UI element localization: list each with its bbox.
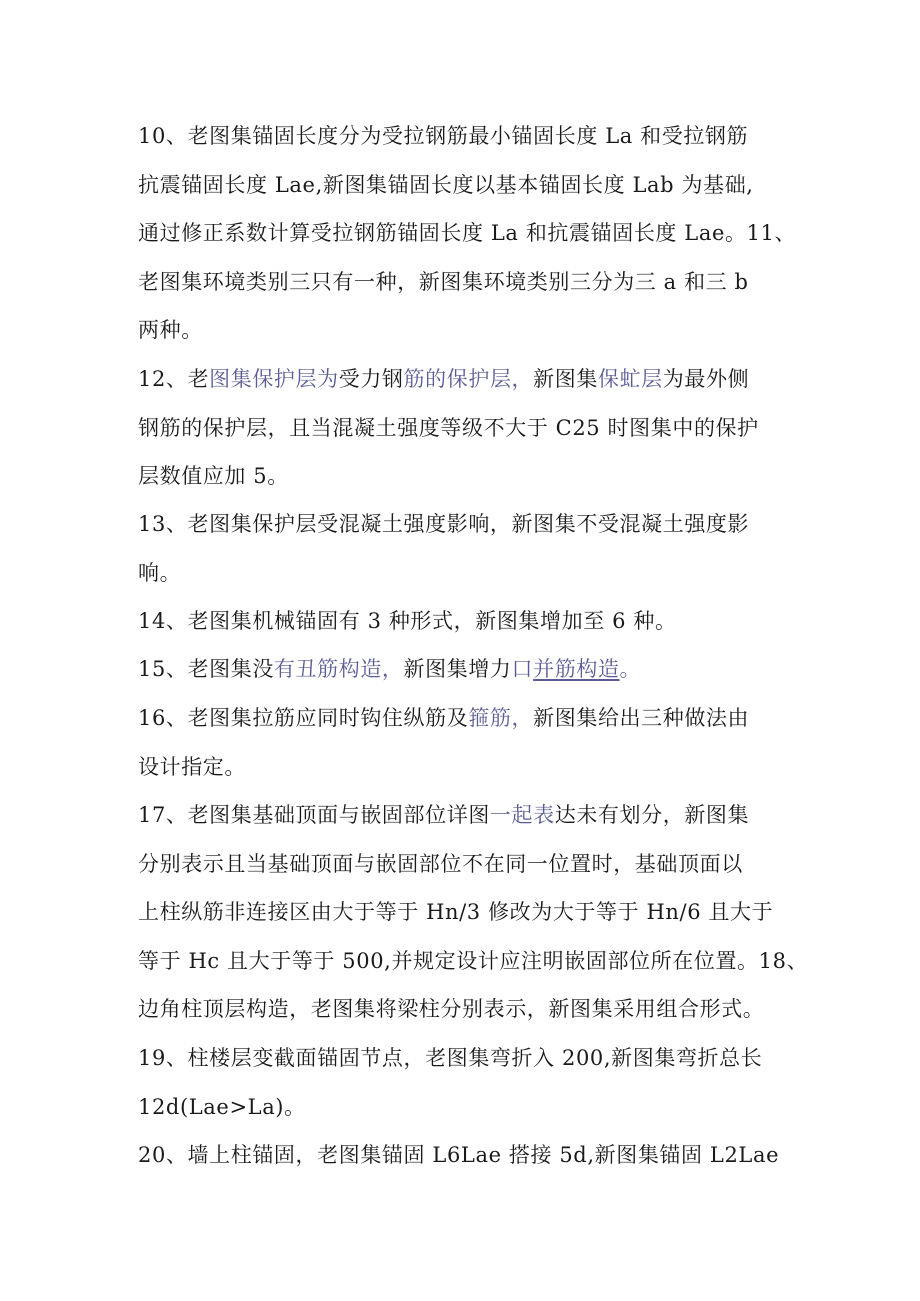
text-run: 新图集增力 [403,657,512,681]
text-run: 14、老图集机械锚固有 3 种形式，新图集增加至 6 种。 [138,609,677,633]
text-run: 受力钢 [338,367,404,391]
paragraph-17 [138,791,809,1034]
highlighted-text-run: 口 [511,657,534,681]
text-run: 钢筋的保护层，且当混凝土强度等级不大于 C25 时图集中的保护 [138,415,759,440]
text-run: 达未有划分，新图集 [554,803,750,827]
paragraph-14 [138,597,798,646]
text-line [138,791,798,840]
paragraph-12 [138,355,798,501]
text-line [138,1131,798,1180]
text-line [138,840,798,889]
text-line [138,112,798,161]
text-run: 为最外侧 [662,367,750,391]
text-run: 通过修正系数计算受拉钢筋锚固长度 La 和抗震锚固长度 Lae。11、 [138,221,797,246]
text-run: 12d(Lae>La)。 [138,1094,306,1119]
text-run: 老图集环境类别三只有一种，新图集环境类别三分为三 a 和三 b [138,269,749,294]
text-line [138,258,798,307]
text-line [138,597,798,646]
text-run: 12、老 [138,367,210,391]
text-run: 16、老图集拉筋应同时钩住纵筋及 [138,706,469,730]
paragraph-13 [138,500,798,597]
text-line [138,404,798,453]
highlighted-text-run: 有丑筋构造， [273,657,404,681]
highlighted-text-run: 图集保护层为 [209,367,339,391]
text-run: 抗震锚固长度 Lae,新图集锚固长度以基本锚固长度 Lab 为基础, [138,172,754,197]
text-line [138,937,809,986]
text-run: 两种。 [138,318,203,343]
highlighted-text-run: 。 [619,657,642,681]
highlighted-text-run: 箍筋， [468,706,534,730]
text-line [138,743,798,792]
paragraph-16 [138,694,798,791]
text-run: 17、老图集基础顶面与嵌固部位详图 [138,803,490,827]
text-run: 边角柱顶层构造，老图集将梁柱分别表示，新图集采用组合形式。 [138,997,765,1022]
text-line [138,645,798,694]
highlighted-text-run: 并筋构造 [533,657,620,681]
text-run: 20、墙上柱锚固，老图集锚固 L6Lae 搭接 5d,新图集锚固 L2Lae [138,1143,780,1167]
text-run: 19、柱楼层变截面锚固节点，老图集弯折入 200,新图集弯折总长 [138,1046,763,1070]
text-run: 上柱纵筋非连接区由大于等于 Hn/3 修改为大于等于 Hn/6 且大于 [138,900,774,925]
paragraph-19 [138,1034,798,1131]
text-run: 设计指定。 [138,754,246,779]
paragraph-15 [138,645,798,694]
text-line [138,452,798,501]
text-run: 等于 Hc 且大于等于 500,并规定设计应注明嵌固部位所在位置。18、 [138,948,809,973]
text-run: 层数值应加 5。 [138,464,289,489]
text-line [138,888,798,937]
highlighted-text-run: 筋的保护层， [403,367,534,391]
text-line [138,209,798,258]
text-line [138,306,798,355]
text-line [138,1034,798,1083]
text-line [138,694,798,743]
text-line [138,500,798,549]
text-run: 响。 [138,560,182,585]
text-run: 新图集 [533,367,598,391]
paragraph-10 [138,112,798,355]
text-line [138,549,798,598]
text-run: 新图集给出三种做法由 [533,706,750,730]
text-line [138,985,798,1034]
text-run: 13、老图集保护层受混凝土强度影响，新图集不受混凝土强度影 [138,512,750,536]
text-run: 15、老图集没 [138,657,274,681]
text-line [138,1083,798,1132]
highlighted-text-run: 保虻层 [597,367,663,391]
text-run: 10、老图集锚固长度分为受拉钢筋最小锚固长度 La 和受拉钢筋 [138,124,749,148]
highlighted-text-run: 一起表 [489,803,555,827]
text-line [138,161,798,210]
text-run: 分别表示且当基础顶面与嵌固部位不在同一位置时，基础顶面以 [138,851,743,876]
text-line [138,355,798,404]
paragraph-20 [138,1131,798,1180]
